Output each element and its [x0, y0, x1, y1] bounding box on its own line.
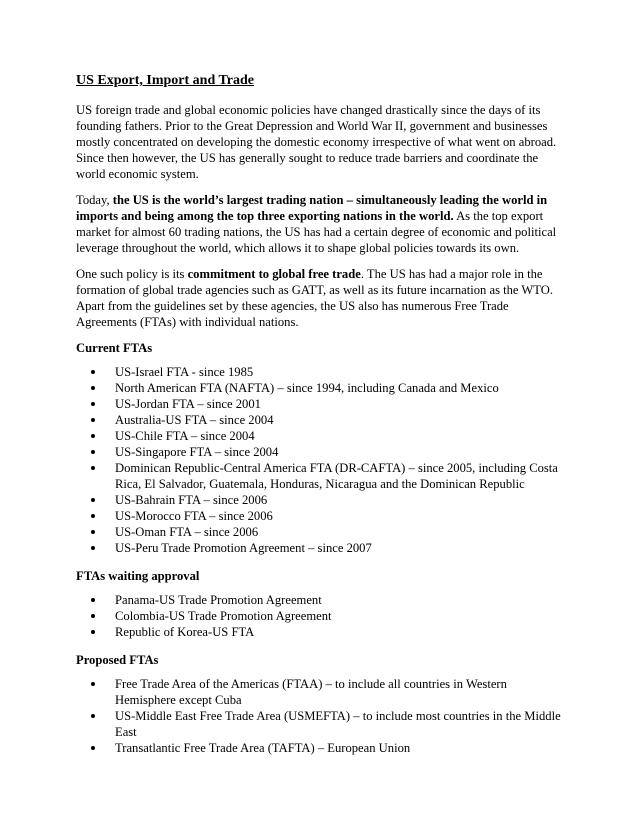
- bullet-icon: [91, 370, 95, 374]
- list-item-text: Australia-US FTA – since 2004: [115, 413, 274, 427]
- list-item-text: US-Chile FTA – since 2004: [115, 429, 255, 443]
- list-item: [76, 428, 566, 444]
- list-item: [76, 492, 566, 508]
- list-item: [76, 524, 566, 540]
- waiting-ftas-heading: FTAs waiting approval: [76, 569, 200, 583]
- para3-lead: One such policy is its: [76, 267, 188, 281]
- proposed-ftas-heading: Proposed FTAs: [76, 653, 159, 667]
- intro-paragraph: US foreign trade and global economic policies have changed drastically since the days of its founding fathers. Prior to the Great Depression and World War II, government and businesses mostly concentrated on developing the domestic economy irrespective of what went on abroad. Since then however, the US has generally sought to reduce trade barriers and coordinate the world economic system.: [76, 103, 557, 181]
- list-item: [76, 608, 566, 624]
- list-item-text: US-Bahrain FTA – since 2006: [115, 493, 268, 507]
- bullet-icon: [91, 714, 95, 718]
- bullet-icon: [91, 746, 95, 750]
- list-item: [76, 444, 566, 460]
- para2-lead: Today,: [76, 193, 113, 207]
- para2-tail: As the top export market for almost 60 trading nations, the US has had a certain degree of economic and political leverage throughout the world, which allows it to shape global policies towards its own.: [76, 209, 557, 255]
- list-item: [76, 380, 566, 396]
- bullet-icon: [91, 418, 95, 422]
- list-item-text: Panama-US Trade Promotion Agreement: [115, 593, 322, 607]
- list-item: [76, 676, 566, 708]
- list-item-text: US-Singapore FTA – since 2004: [115, 445, 279, 459]
- list-item-text: Dominican Republic-Central America FTA (DR-CAFTA) – since 2005, including Costa Rica, El Salvador, Guatemala, Honduras, Nicaragua and the Dominican Republic: [115, 461, 558, 491]
- free-trade-paragraph: [76, 266, 566, 330]
- list-item: [76, 540, 566, 556]
- bullet-icon: [91, 598, 95, 602]
- bullet-icon: [91, 386, 95, 390]
- list-item: [76, 412, 566, 428]
- bullet-icon: [91, 682, 95, 686]
- bullet-icon: [91, 466, 95, 470]
- bullet-icon: [91, 614, 95, 618]
- bullet-icon: [91, 546, 95, 550]
- largest-trading-paragraph: [76, 192, 566, 256]
- bullet-icon: [91, 630, 95, 634]
- list-item-text: Colombia-US Trade Promotion Agreement: [115, 609, 332, 623]
- list-item: [76, 364, 566, 380]
- para2-emphasis: the US is the world’s largest trading nation – simultaneously leading the world in imports and being among the top three exporting nations in the world.: [76, 193, 548, 223]
- list-item-text: US-Middle East Free Trade Area (USMEFTA) – to include most countries in the Middle East: [115, 709, 561, 739]
- list-item-text: Free Trade Area of the Americas (FTAA) – to include all countries in Western Hemisphere except Cuba: [115, 677, 507, 707]
- proposed-ftas-list: [76, 676, 566, 756]
- list-item: [76, 460, 566, 492]
- list-item-text: US-Jordan FTA – since 2001: [115, 397, 261, 411]
- list-item-text: Transatlantic Free Trade Area (TAFTA) – European Union: [115, 741, 411, 755]
- document-title: US Export, Import and Trade: [76, 73, 255, 88]
- bullet-icon: [91, 450, 95, 454]
- list-item-text: US-Israel FTA - since 1985: [115, 365, 254, 379]
- para3-emphasis: commitment to global free trade: [187, 267, 361, 281]
- bullet-icon: [91, 514, 95, 518]
- waiting-ftas-list: [76, 592, 566, 640]
- list-item: [76, 740, 566, 756]
- bullet-icon: [91, 498, 95, 502]
- bullet-icon: [91, 434, 95, 438]
- para3-tail: . The US has had a major role in the formation of global trade agencies such as GATT, as well as its future incarnation as the WTO. Apart from the guidelines set by these agencies, the US also has numerous Free Trade Agreements (FTAs) with individual nations.: [76, 267, 554, 329]
- bullet-icon: [91, 530, 95, 534]
- current-ftas-heading: Current FTAs: [76, 341, 153, 355]
- list-item: [76, 708, 566, 740]
- list-item-text: US-Morocco FTA – since 2006: [115, 509, 273, 523]
- list-item-text: US-Peru Trade Promotion Agreement – since 2007: [115, 541, 372, 555]
- list-item: [76, 396, 566, 412]
- list-item-text: Republic of Korea-US FTA: [115, 625, 255, 639]
- bullet-icon: [91, 402, 95, 406]
- list-item-text: US-Oman FTA – since 2006: [115, 525, 259, 539]
- current-ftas-list: [76, 364, 566, 556]
- list-item-text: North American FTA (NAFTA) – since 1994, including Canada and Mexico: [115, 381, 499, 395]
- list-item: [76, 624, 566, 640]
- list-item: [76, 592, 566, 608]
- document-page: [76, 72, 566, 768]
- list-item: [76, 508, 566, 524]
